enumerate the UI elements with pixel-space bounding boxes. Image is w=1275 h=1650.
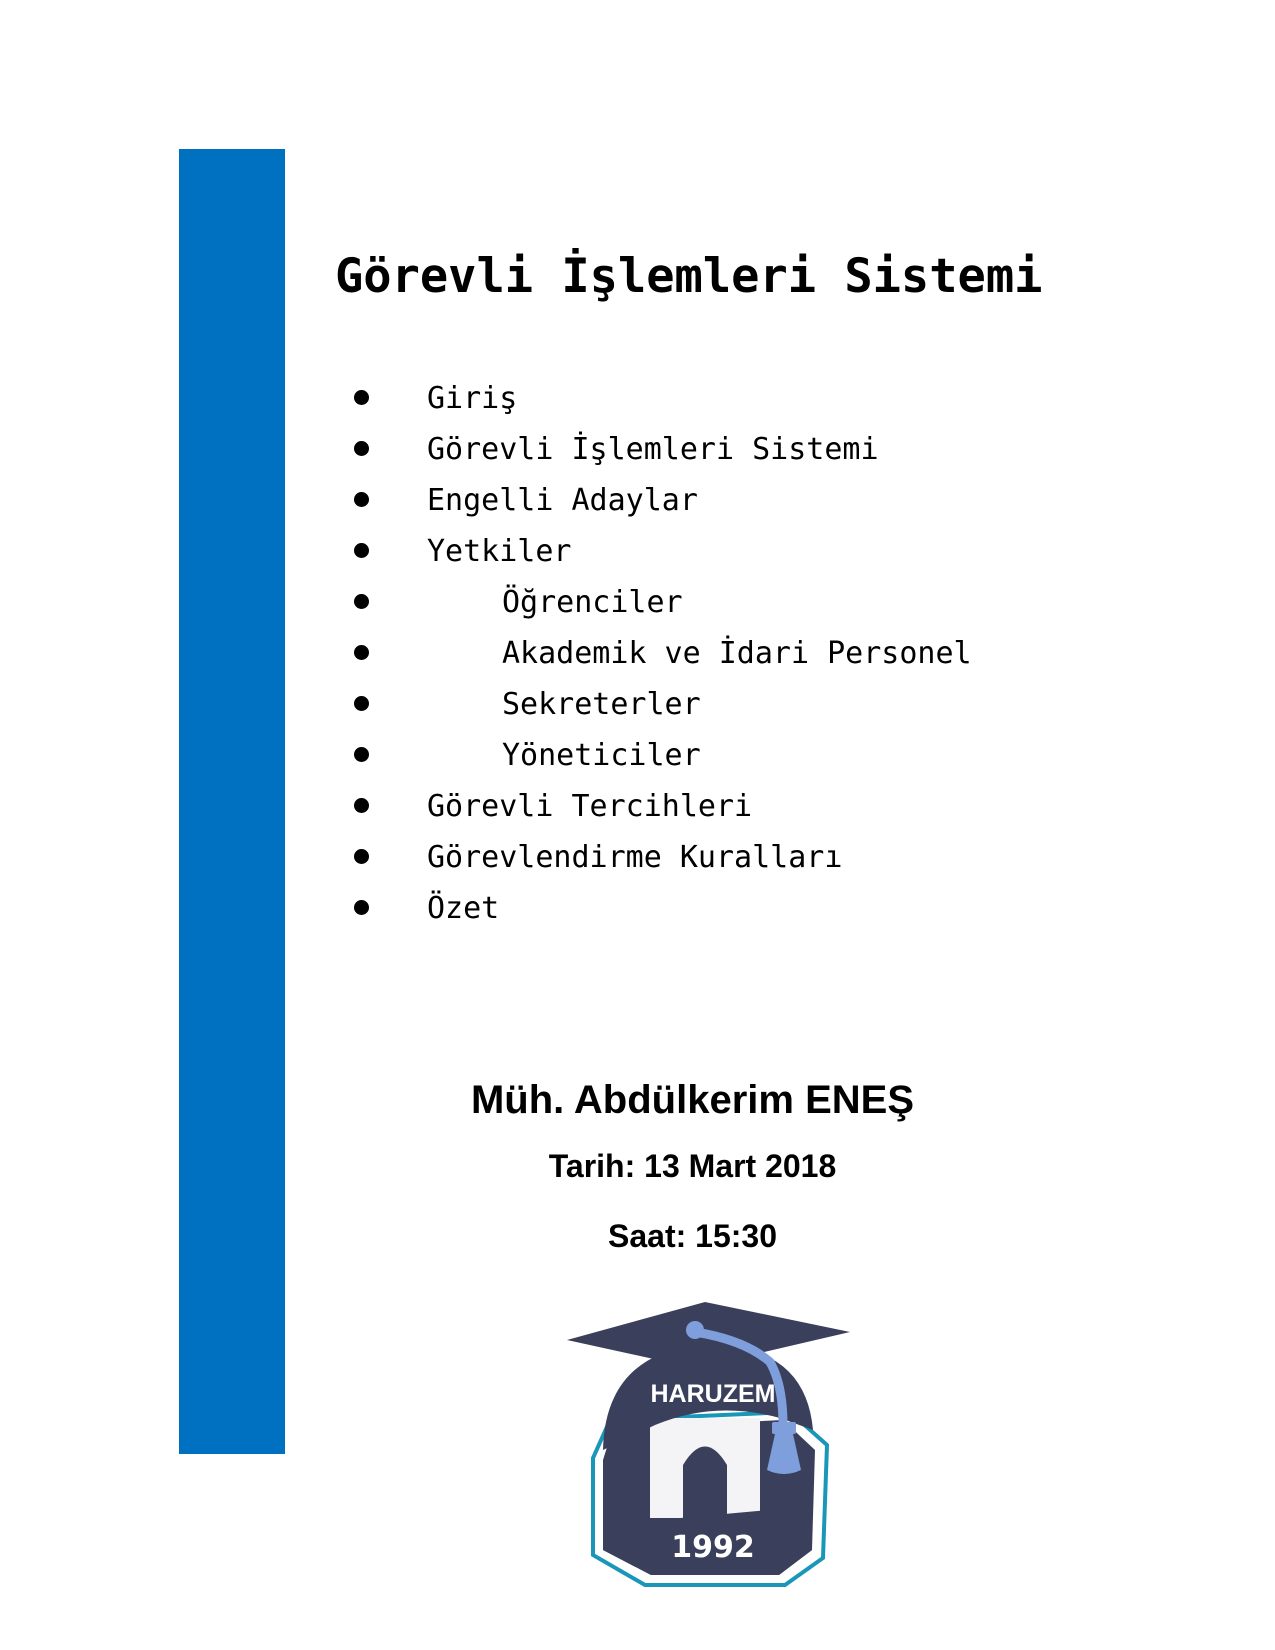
bullet-icon (354, 543, 369, 558)
logo-year-text: 1992 (671, 1530, 755, 1565)
bullet-icon (354, 441, 369, 456)
agenda-item-label: Yetkiler (427, 534, 572, 569)
logo-name-text: HARUZEM (650, 1380, 776, 1408)
bullet-icon (354, 798, 369, 813)
agenda-item-label: Giriş (427, 381, 518, 416)
page-title: Görevli İşlemleri Sistemi (335, 249, 1043, 304)
agenda-subitem-label: Öğrenciler (502, 585, 683, 620)
agenda-item-label: Engelli Adaylar (427, 483, 698, 518)
bullet-icon (354, 594, 369, 609)
logo-arch (683, 1447, 727, 1519)
agenda-item-label: Görevlendirme Kuralları (427, 840, 843, 875)
agenda-item-label: Görevli İşlemleri Sistemi (427, 432, 879, 467)
agenda-subitem-label: Yöneticiler (502, 738, 701, 773)
agenda-item-label: Özet (427, 891, 500, 926)
bullet-icon (354, 492, 369, 507)
logo-tassel-knot (686, 1321, 704, 1339)
bullet-icon (354, 747, 369, 762)
agenda-subitem-label: Akademik ve İdari Personel (502, 636, 972, 671)
presentation-time: Saat: 15:30 (608, 1218, 777, 1254)
accent-side-bar (179, 149, 285, 1454)
bullet-icon (354, 390, 369, 405)
presentation-date: Tarih: 13 Mart 2018 (548, 1148, 837, 1184)
presenter-name: Müh. Abdülkerim ENEŞ (470, 1078, 914, 1122)
bullet-icon (354, 645, 369, 660)
agenda-subitem-label: Sekreterler (502, 687, 701, 722)
bullet-icon (354, 900, 369, 915)
logo-tassel-bind (772, 1422, 796, 1434)
bullet-icon (354, 849, 369, 864)
bullet-icon (354, 696, 369, 711)
haruzem-logo (565, 1300, 865, 1600)
agenda-item-label: Görevli Tercihleri (427, 789, 753, 824)
